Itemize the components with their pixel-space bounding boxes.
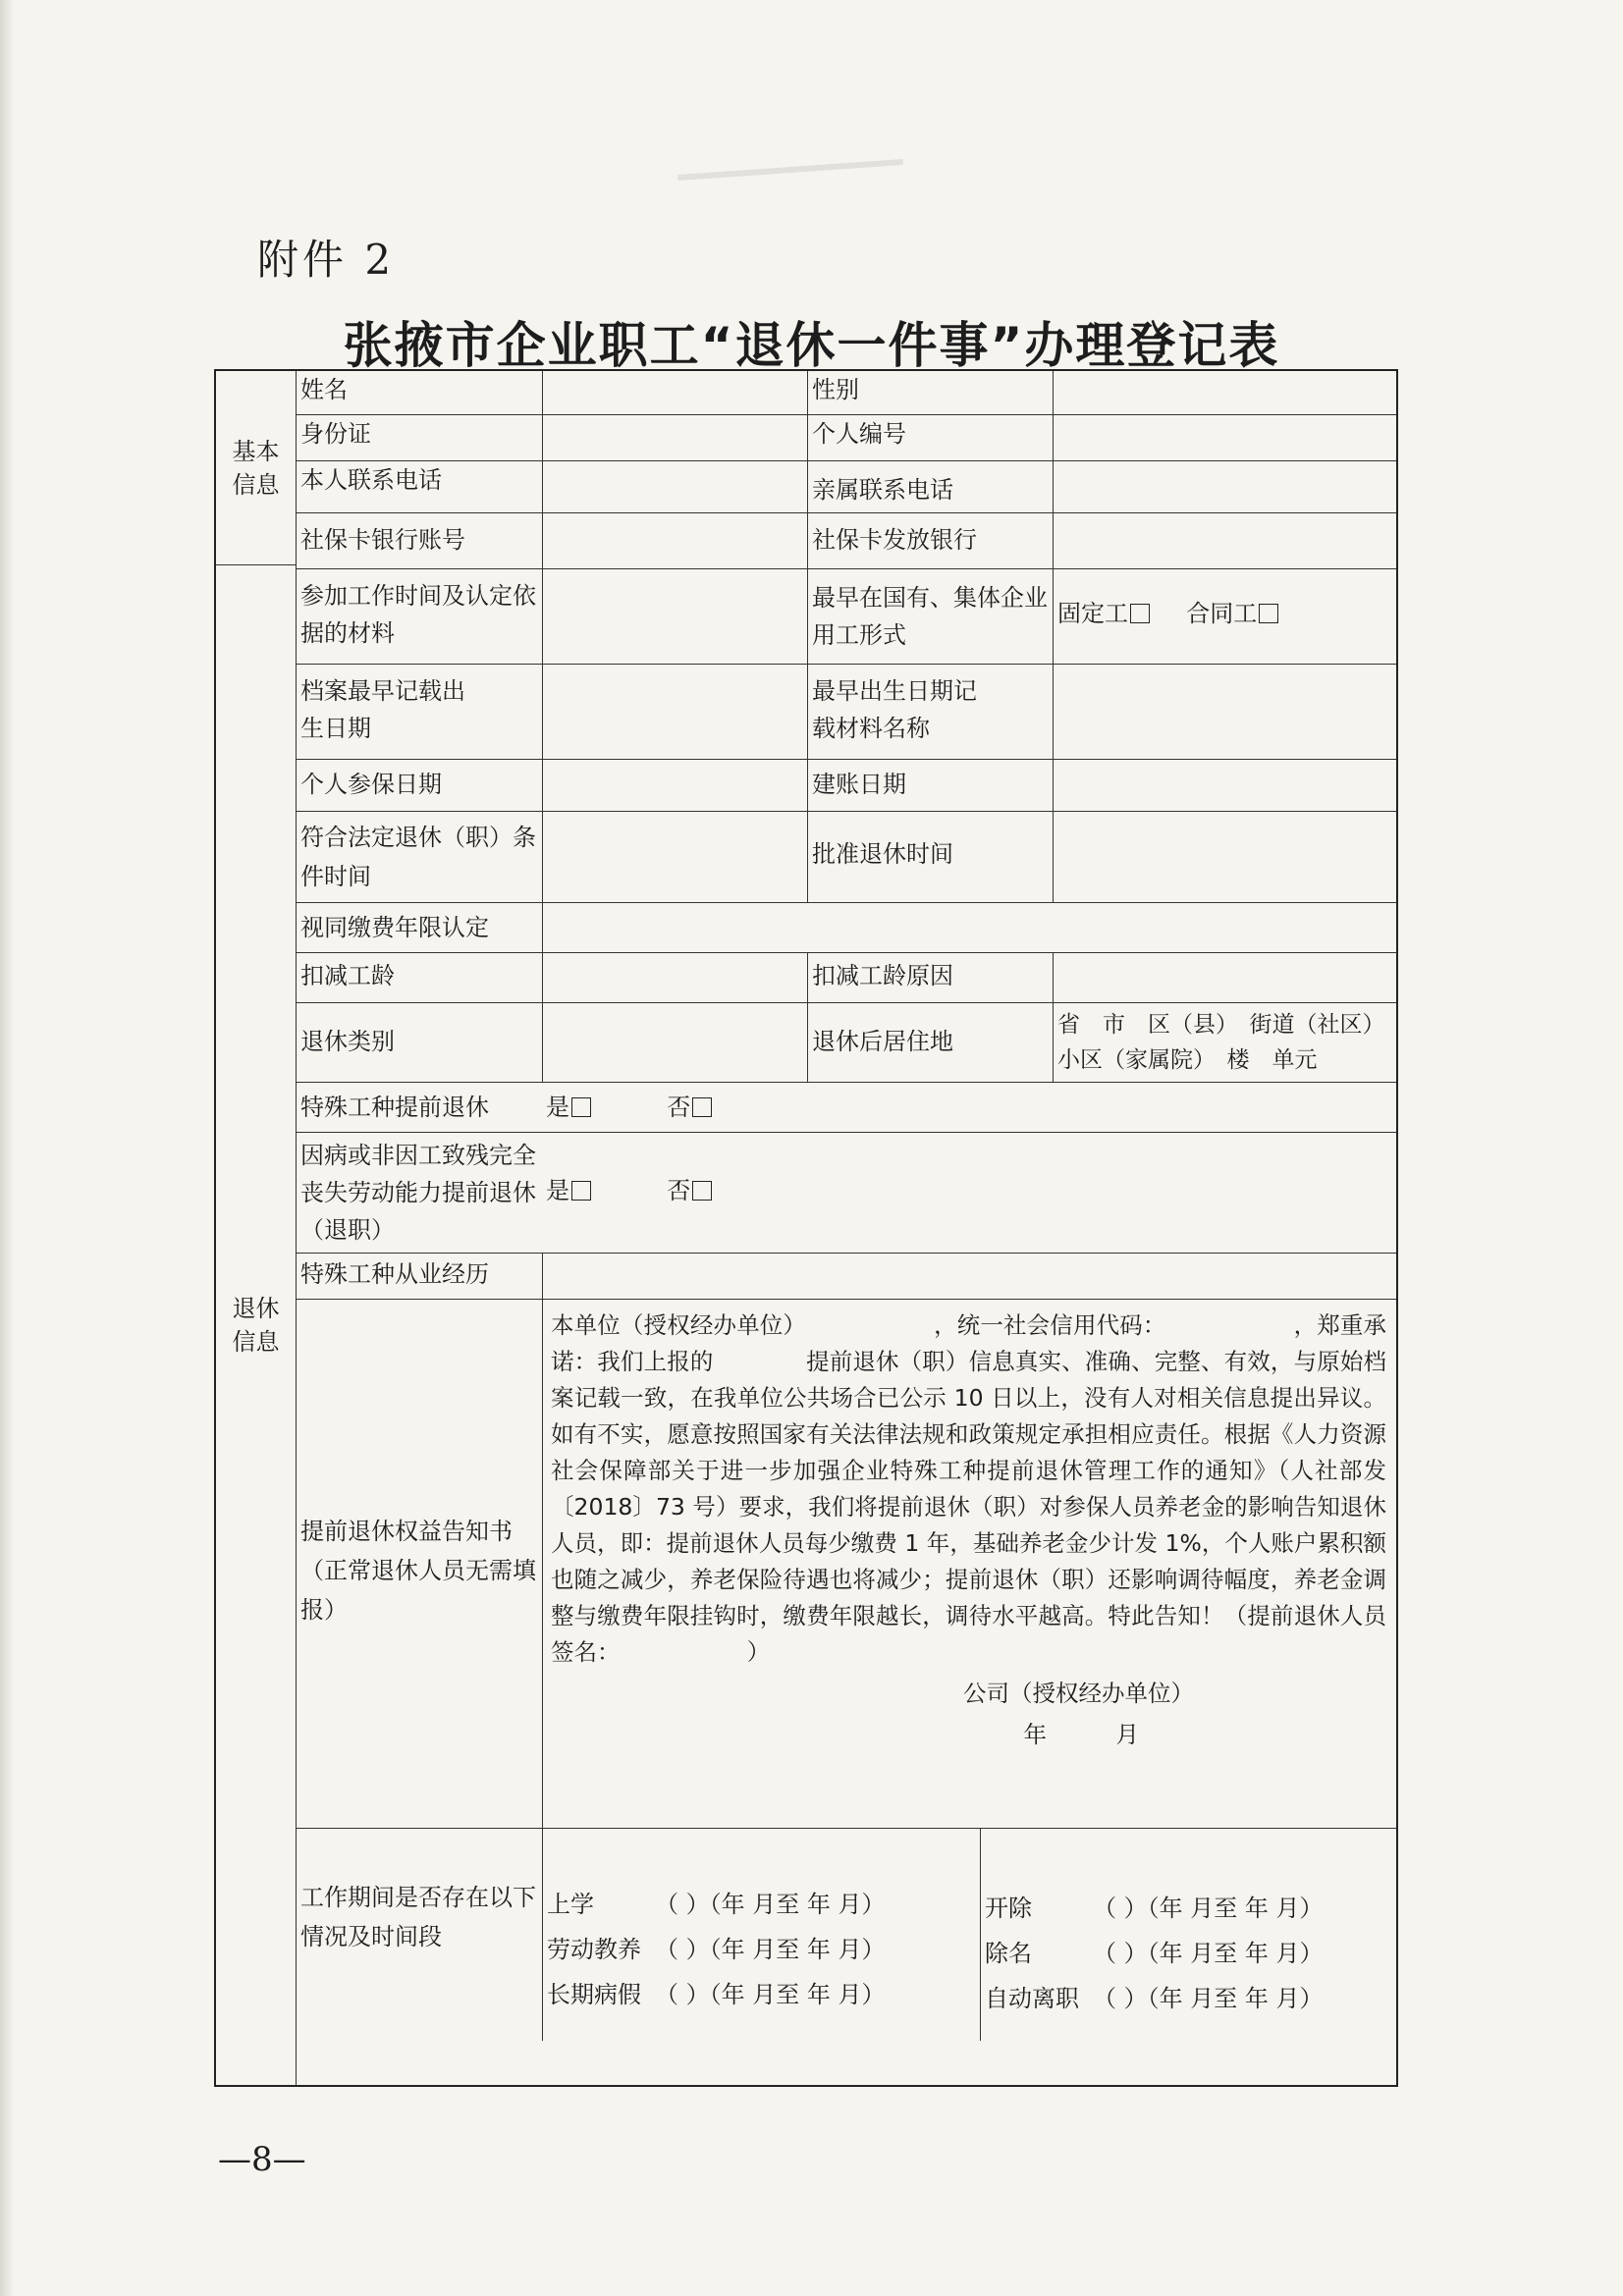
field-special-early bbox=[542, 1083, 1396, 1132]
row-id bbox=[297, 414, 1396, 460]
periods-right bbox=[980, 1829, 1396, 2041]
special-no-label: 否 bbox=[667, 1094, 691, 1121]
special-no-checkbox[interactable] bbox=[692, 1097, 712, 1117]
row-deemed bbox=[297, 902, 1396, 952]
row-retire-type bbox=[297, 1002, 1396, 1082]
row-birth bbox=[297, 664, 1396, 759]
label-insure-date: 个人参保日期 bbox=[300, 771, 442, 798]
row-notice bbox=[297, 1299, 1396, 1828]
disability-no-checkbox[interactable] bbox=[692, 1181, 712, 1201]
date-sign: 年 月 bbox=[1023, 1721, 1139, 1748]
table-body bbox=[297, 371, 1396, 2041]
period-dismissed: 除名 （ ）（年 月至 年 月） bbox=[985, 1940, 1324, 1967]
label-employment-form: 最早在国有、集体企业用工形式 bbox=[807, 569, 1053, 664]
notice-body bbox=[542, 1300, 1396, 1828]
field-residence[interactable] bbox=[1053, 1003, 1396, 1082]
field-bank-account[interactable] bbox=[542, 513, 807, 568]
disability-yes-label: 是 bbox=[546, 1177, 569, 1204]
label-relative-phone: 亲属联系电话 bbox=[807, 461, 1053, 512]
label-bank: 社保卡发放银行 bbox=[807, 513, 1053, 568]
residence-line-1: 省 市 区（县） 街道（社区） bbox=[1057, 1012, 1385, 1038]
label-work-start: 参加工作时间及认定依据的材料 bbox=[300, 582, 536, 647]
attachment-label: 附件 2 bbox=[257, 236, 396, 284]
label-residence: 退休后居住地 bbox=[807, 1003, 1053, 1082]
row-deduct bbox=[297, 952, 1396, 1002]
section-basic: 基本信息 bbox=[216, 371, 297, 565]
label-phone: 本人联系电话 bbox=[300, 466, 442, 494]
field-birth-material[interactable] bbox=[1053, 665, 1396, 759]
label-legal-time: 符合法定退休（职）条件时间 bbox=[300, 824, 536, 890]
pledge-text: 本单位（授权经办单位） ，统一社会信用代码： ，郑重承诺：我们上报的 提前退休（职）信息真实、准确、完整、有效，与原始档案记载一致，在我单位公共场合已公示 10 日以上，没有人对相关信息提出异议。如有不实，愿意按照国家有关法律法规和政策规定承担相应责任。根据《人力资源社会保障部关于进一步加强企业特殊工种提前退休管理工作的通知》（人社部发〔2018〕73 号）要求，我们将提前退休（职）对参保人员养老金的影响告知退休人员，即：提前退休人员每少缴费 1 年，基础养老金少计发 1%，个人账户累积额也随之减少，养老保险待遇也将减少；提前退休（职）还影响调待幅度，养老金调整与缴费年限挂钩时，缴费年限越长，调待水平越高。特此告知！（提前退休人员签名： ） bbox=[551, 1311, 1386, 1666]
field-phone[interactable] bbox=[542, 461, 807, 512]
label-special-history: 特殊工种从业经历 bbox=[300, 1260, 489, 1288]
label-work-period: 工作期间是否存在以下情况及时间段 bbox=[300, 1884, 536, 1950]
field-deemed-years[interactable] bbox=[542, 903, 1396, 952]
field-gender[interactable] bbox=[1053, 371, 1396, 414]
label-deduct-reason: 扣减工龄原因 bbox=[807, 953, 1053, 1002]
field-archive-birth[interactable] bbox=[542, 665, 807, 759]
field-insure-date[interactable] bbox=[542, 760, 807, 811]
label-deduct-years: 扣减工龄 bbox=[300, 962, 395, 989]
fixed-worker-checkbox[interactable] bbox=[1130, 604, 1150, 623]
label-retire-type: 退休类别 bbox=[300, 1028, 395, 1055]
disability-no-label: 否 bbox=[667, 1177, 691, 1204]
period-labor: 劳动教养 （ ）（年 月至 年 月） bbox=[547, 1936, 886, 1963]
label-special-early: 特殊工种提前退休 bbox=[300, 1094, 489, 1121]
label-account-date: 建账日期 bbox=[807, 760, 1053, 811]
notice-note: （正常退休人员无需填报） bbox=[300, 1557, 536, 1624]
field-deduct-reason[interactable] bbox=[1053, 953, 1396, 1002]
row-work-start bbox=[297, 568, 1396, 664]
field-work-start[interactable] bbox=[542, 569, 807, 664]
row-legal-time bbox=[297, 811, 1396, 902]
contract-worker-label: 合同工 bbox=[1186, 600, 1258, 627]
row-disability bbox=[297, 1132, 1396, 1253]
field-legal-time[interactable] bbox=[542, 812, 807, 902]
field-bank[interactable] bbox=[1053, 513, 1396, 568]
row-bank bbox=[297, 512, 1396, 568]
contract-worker-checkbox[interactable] bbox=[1259, 604, 1278, 623]
fixed-worker-label: 固定工 bbox=[1057, 600, 1128, 627]
registration-table bbox=[214, 369, 1398, 2087]
row-special-history bbox=[297, 1253, 1396, 1299]
field-disability-early bbox=[542, 1133, 1396, 1253]
label-id-card: 身份证 bbox=[300, 420, 371, 448]
row-phone bbox=[297, 460, 1396, 512]
period-sick: 长期病假 （ ）（年 月至 年 月） bbox=[547, 1981, 886, 2008]
label-personal-no: 个人编号 bbox=[807, 415, 1053, 460]
bleed-mark bbox=[677, 159, 903, 181]
periods-left bbox=[542, 1829, 980, 2041]
row-work-period bbox=[297, 1828, 1396, 2041]
label-disability-early: 因病或非因工致残完全丧失劳动能力提前退休（退职） bbox=[300, 1142, 536, 1244]
row-special-early bbox=[297, 1082, 1396, 1132]
label-name: 姓名 bbox=[300, 376, 348, 403]
field-name[interactable] bbox=[542, 371, 807, 414]
label-gender: 性别 bbox=[807, 371, 1053, 414]
section-retire: 退休信息 bbox=[216, 565, 297, 2085]
row-insure bbox=[297, 759, 1396, 811]
special-yes-checkbox[interactable] bbox=[571, 1097, 591, 1117]
field-special-history[interactable] bbox=[542, 1254, 1396, 1299]
period-left-job: 自动离职 （ ）（年 月至 年 月） bbox=[985, 1985, 1324, 2012]
label-birth-material: 最早出生日期记载材料名称 bbox=[807, 665, 984, 759]
form-title: 张掖市企业职工“退休一件事”办理登记表 bbox=[343, 317, 1280, 374]
special-yes-label: 是 bbox=[546, 1094, 569, 1121]
notice-title: 提前退休权益告知书 bbox=[300, 1518, 513, 1545]
period-expelled: 开除 （ ）（年 月至 年 月） bbox=[985, 1895, 1324, 1922]
field-personal-no[interactable] bbox=[1053, 415, 1396, 460]
field-approved-time[interactable] bbox=[1053, 812, 1396, 902]
label-approved-time: 批准退休时间 bbox=[807, 812, 1053, 902]
field-employment-form bbox=[1053, 569, 1396, 664]
field-id-card[interactable] bbox=[542, 415, 807, 460]
page-number: —8— bbox=[218, 2140, 306, 2179]
period-school: 上学 （ ）（年 月至 年 月） bbox=[547, 1891, 886, 1918]
residence-line-2: 小区（家属院） 楼 单元 bbox=[1057, 1047, 1318, 1073]
company-sign: 公司（授权经办单位） bbox=[963, 1680, 1194, 1707]
label-notice bbox=[297, 1300, 542, 1828]
disability-yes-checkbox[interactable] bbox=[571, 1181, 591, 1201]
field-retire-type[interactable] bbox=[542, 1003, 807, 1082]
label-archive-birth: 档案最早记载出生日期 bbox=[300, 677, 465, 742]
field-account-date[interactable] bbox=[1053, 760, 1396, 811]
row-name bbox=[297, 371, 1396, 414]
field-deduct-years[interactable] bbox=[542, 953, 807, 1002]
label-bank-account: 社保卡银行账号 bbox=[300, 526, 465, 554]
field-relative-phone[interactable] bbox=[1053, 461, 1396, 512]
label-deemed-years: 视同缴费年限认定 bbox=[300, 914, 489, 941]
